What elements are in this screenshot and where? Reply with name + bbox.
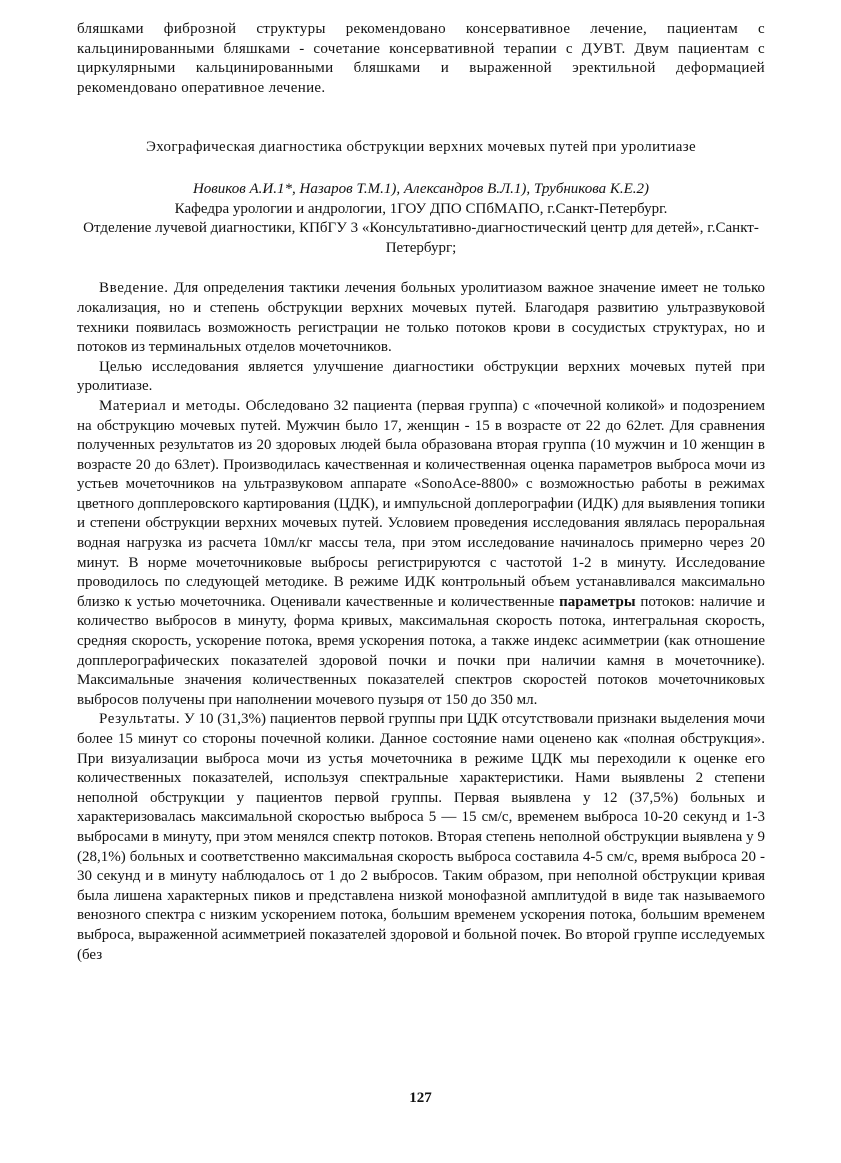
page-number: 127 — [409, 1090, 432, 1106]
affiliation-1: Кафедра урологии и андрологии, 1ГОУ ДПО СПбМАПО, г.Санкт-Петербург. — [174, 200, 668, 217]
article-authors: Новиков А.И.1*, Назаров Т.М.1), Александров В.Л.1), Трубникова К.Е.2) — [192, 180, 650, 197]
methods-text-2: потоков: наличие и количество выбросов в минуту, форма кривых, максимальная скорость потока, интегральная скорость, средняя скорость, ускорение потока, время ускорения потока, а также индекс асимметрии (как отношение допплерографических показателей здоровой почки и почки при наличии камня в мочеточнике). Максимальные значения количественных показателей спектров скоростей потоков мочеточниковых выбросов получены при наполнении мочевого пузыря от 150 до 350 мл. — [77, 593, 765, 708]
methods-label: Материал и методы. — [99, 397, 241, 414]
article-title: Эхографическая диагностика обструкции верхних мочевых путей при уролитиазе — [145, 139, 697, 156]
aim-paragraph: Целью исследования является улучшение диагностики обструкции верхних мочевых путей при уролитиазе. — [77, 358, 765, 395]
methods-paragraph — [77, 397, 765, 711]
results-label: Результаты. — [99, 711, 181, 728]
results-text: У 10 (31,3%) пациентов первой группы при ЦДК отсутствовали признаки выделения мочи более 15 минут со стороны почечной колики. Данное состояние нами оценено как «полная обструкция». При визуализации выброса мочи из устья мочеточника в режиме ЦДК мы переходили к оценке его количественных показателей, используя спектральные характеристики. Нами выявлены 2 степени неполной обструкции у пациентов первой группы. Первая выявлена у 12 (37,5%) больных и характеризовалась максимальной скоростью выброса 5 — 15 см/с, временем выброса 10-20 секунд и 1-3 выбросами в минуту, при этом менялся спектр потоков. Вторая степень неполной обструкции выявлена у 9 (28,1%) больных и соответственно максимальная скорость выброса составила 4-5 см/с, время выброса 20 - 30 секунд и в минуту наблюдалось от 1 до 2 выбросов. Таким образом, при неполной обструкции кривая была лишена характерных пиков и представлена низкой монофазной амплитудой в виде так называемого венозного спектра с низким ускорением потока, большим временем ускорения потока, большим временем выброса, выраженной асимметрией показателей здоровой и больной почек. Во второй группе исследуемых (без — [77, 711, 765, 963]
methods-bold-term: параметры — [559, 593, 636, 610]
continuation-paragraph: бляшками фиброзной структуры рекомендовано консервативное лечение, пациентам с кальцинированными бляшками - сочетание консервативной терапии с ДУВТ. Двум пациентам с циркулярными кальцинированными бляшками и выраженной эректильной деформацией рекомендовано оперативное лечение. — [77, 21, 765, 96]
affiliation-2: Отделение лучевой диагностики, КПбГУ 3 «Консультативно-диагностический центр для детей», г.Санкт-Петербург; — [83, 220, 759, 256]
methods-text-1: Обследовано 32 пациента (первая группа) с «почечной коликой» и подозрением на обструкцию мочевых путей. Мужчин было 17, женщин - 15 в возрасте от 22 до 62лет. Для сравнения полученных результатов из 20 здоровых людей была образована вторая группа (10 мужчин и 10 женщин в возрасте 20 до 63лет). Производилась качественная и количественная оценка параметров выброса мочи из устьев мочеточников на ультразвуковом аппарате «SonoAce-8800» с возможностью работы в режимах цветного допплеровского картирования (ЦДК), и импульсной доплерографии (ИДК) для выявления топики и степени обструкции верхних мочевых путей. Условием проведения исследования являлась пероральная водная нагрузка из расчета 10мл/кг массы тела, при этом исследование начиналось примерно через 20 минут. В норме мочеточниковые выбросы регистрируются с частотой 1-2 в минуту. Исследование проводилось по следующей методике. В режиме ИДК контрольный объем устанавливался максимально близко к устью мочеточника. Оценивали качественные и количественные — [77, 397, 765, 610]
results-paragraph — [77, 710, 765, 965]
document-page — [77, 20, 765, 965]
intro-text: Для определения тактики лечения больных уролитиазом важное значение имеет не только локализация, но и степень обструкции верхних мочевых путей. Благодаря развитию ультразвуковой техники появилась возможность регистрации не только потоков крови в сосудистых структурах, но и потоков из терминальных отделов мочеточников. — [77, 280, 765, 356]
intro-paragraph — [77, 279, 765, 357]
intro-label: Введение. — [99, 280, 169, 297]
